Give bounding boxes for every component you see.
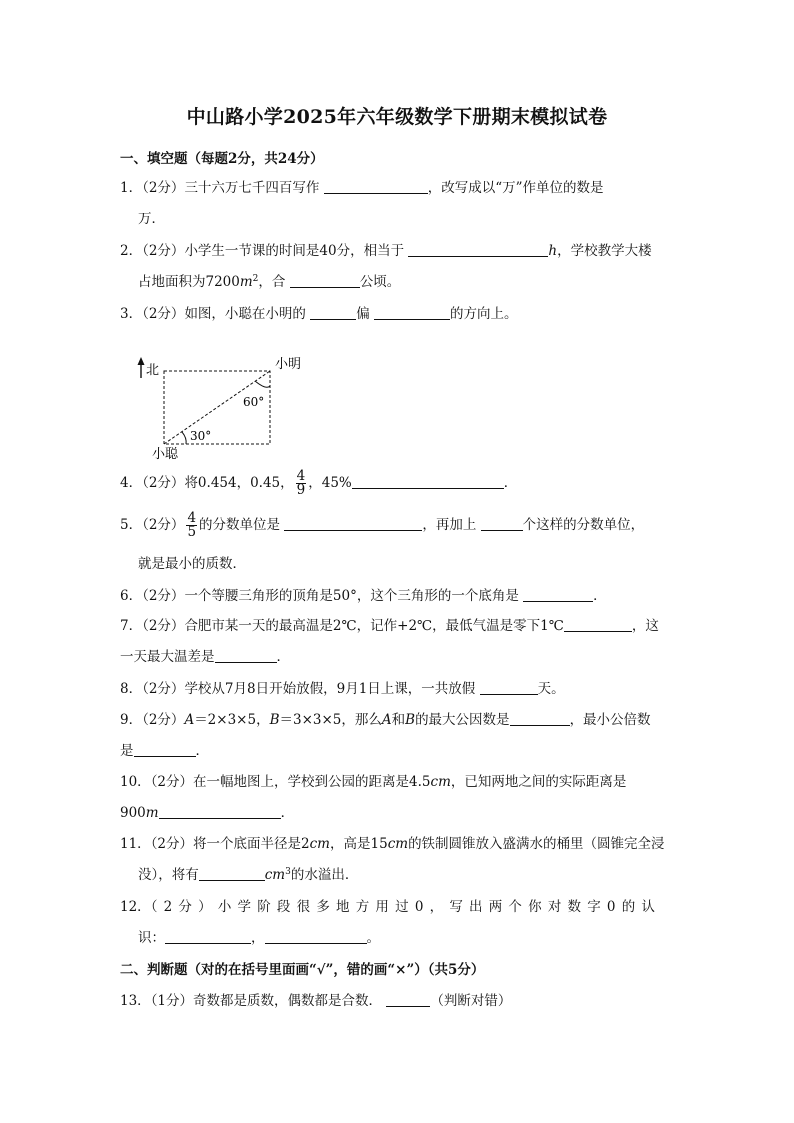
- question-text: 的分数单位是: [199, 517, 281, 533]
- answer-blank[interactable]: [265, 929, 367, 944]
- question-score: （2分）: [150, 774, 194, 790]
- question-text: ，这: [631, 618, 659, 634]
- question-number: 8．: [120, 681, 143, 697]
- question-1-continued: 万．: [138, 211, 165, 227]
- question-score: （2分）: [142, 306, 185, 322]
- question-text: ，已知两地之间的实际距离是: [450, 774, 627, 790]
- question-8: [120, 677, 565, 697]
- question-text: 的方向上。: [450, 306, 518, 322]
- question-score: （2分）: [150, 899, 218, 915]
- question-text: ，高是15: [330, 836, 388, 852]
- unit-label: cm: [309, 836, 330, 852]
- question-text: ，最小公倍数: [569, 712, 651, 728]
- question-text: ．: [195, 743, 209, 759]
- page-title: 中山路小学2025年六年级数学下册期末模拟试卷: [186, 106, 608, 128]
- answer-blank[interactable]: [159, 804, 281, 819]
- question-text: 将一个底面半径是2: [193, 836, 310, 852]
- fraction-numerator: 4: [187, 510, 197, 526]
- xiaoming-label: 小明: [275, 357, 302, 372]
- question-number: 13．: [120, 993, 151, 1009]
- question-text: ．: [503, 475, 518, 491]
- question-score: （2分）: [142, 618, 185, 634]
- question-text: 是: [120, 743, 134, 759]
- unit-label: m: [239, 274, 253, 290]
- question-text: 的铁制圆锥放入盛满水的桶里（圆锥完全浸: [408, 836, 665, 852]
- question-number: 12．: [120, 899, 151, 915]
- question-2-continued: [138, 270, 400, 290]
- fraction-numerator: 4: [296, 468, 306, 484]
- question-number: 9．: [120, 712, 143, 728]
- question-11: [120, 832, 665, 852]
- question-score: （2分）: [142, 243, 185, 259]
- question-10-continued: [120, 801, 294, 821]
- answer-blank[interactable]: [165, 929, 251, 944]
- question-12-continued: [138, 926, 380, 946]
- answer-blank[interactable]: [324, 179, 428, 194]
- question-text: 将0.454，0.45，: [184, 475, 294, 491]
- question-text: 900: [120, 805, 146, 821]
- answer-blank[interactable]: [215, 648, 277, 663]
- question-3: [120, 302, 518, 322]
- angle-arc-60: [255, 381, 270, 387]
- question-score: （2分）: [142, 588, 185, 604]
- answer-blank[interactable]: [481, 516, 523, 531]
- fraction-denominator: 5: [187, 524, 197, 540]
- question-score: （2分）: [142, 712, 185, 728]
- question-score: （2分）: [142, 180, 185, 196]
- question-text: ，学校教学大楼: [557, 243, 652, 259]
- question-score: （2分）: [142, 475, 185, 491]
- question-1: [120, 176, 604, 196]
- question-text: ＝3×3×5，那么: [279, 712, 382, 728]
- variable-a: A: [381, 712, 392, 728]
- angle-arc-30: [182, 432, 186, 444]
- question-6: [120, 584, 607, 604]
- fraction-denominator: 9: [296, 482, 306, 498]
- answer-blank[interactable]: [564, 617, 632, 632]
- variable-b: B: [269, 712, 280, 728]
- answer-blank[interactable]: [480, 680, 538, 695]
- question-text: ＝2×3×5，: [194, 712, 270, 728]
- unit-label: h: [548, 243, 558, 259]
- unit-label: m: [145, 805, 159, 821]
- section-true-false-heading: 二、判断题（对的在括号里面画“√”，错的画“×”）（共5分）: [120, 962, 485, 978]
- answer-blank[interactable]: [284, 516, 422, 531]
- question-text: 奇数都是质数，偶数都是合数．: [193, 993, 383, 1009]
- fraction: [186, 512, 197, 539]
- answer-blank[interactable]: [374, 305, 450, 320]
- question-text: 偏: [356, 306, 370, 322]
- question-9: [120, 708, 651, 728]
- variable-a: A: [184, 712, 195, 728]
- question-text: ，: [251, 930, 265, 946]
- question-text: 没），将有: [138, 867, 199, 883]
- question-text: ，改写成以“万”作单位的数是: [427, 180, 604, 196]
- question-text: 。: [366, 930, 380, 946]
- question-text: 一个等腰三角形的顶角是50°，这个三角形的一个底角是: [184, 588, 519, 604]
- question-number: 1．: [120, 180, 143, 196]
- question-text: 天。: [537, 681, 565, 697]
- question-text: ．: [276, 649, 290, 665]
- question-text: 公顷。: [359, 274, 401, 290]
- question-number: 7．: [120, 618, 143, 634]
- question-11-continued: [138, 863, 358, 883]
- superscript: 2: [252, 274, 259, 284]
- question-number: 6．: [120, 588, 143, 604]
- question-text: ，合: [258, 274, 286, 290]
- question-text: ，再加上: [422, 517, 477, 533]
- question-number: 3．: [120, 306, 143, 322]
- question-2: [120, 239, 652, 259]
- question-score: （2分）: [142, 681, 185, 697]
- answer-blank[interactable]: [523, 587, 593, 602]
- question-text: 的水溢出．: [290, 867, 359, 883]
- question-score: （2分）: [150, 836, 194, 852]
- answer-blank[interactable]: [510, 711, 570, 726]
- question-text: 在一幅地图上，学校到公园的距离是4.5: [193, 774, 431, 790]
- unit-label: cm: [387, 836, 409, 852]
- question-7: [120, 614, 659, 634]
- question-text: 识：: [138, 930, 165, 946]
- angle-60-label: 60°: [243, 395, 265, 409]
- question-text: （判断对错）: [430, 993, 512, 1009]
- question-text: 的最大公因数是: [415, 712, 510, 728]
- answer-blank[interactable]: [352, 474, 504, 489]
- question-text: 合肥市某一天的最高温是2℃，记作+2℃，最低气温是零下1℃: [184, 618, 564, 634]
- question-text: 小学生一节课的时间是40分，相当于: [184, 243, 405, 259]
- question-5: [120, 512, 644, 539]
- question-13: [120, 989, 511, 1009]
- answer-blank[interactable]: [310, 305, 356, 320]
- question-number: 4．: [120, 475, 143, 491]
- direction-figure: [130, 350, 320, 465]
- answer-blank[interactable]: [386, 992, 430, 1007]
- section-fill-blank-heading: 一、填空题（每题2分，共24分）: [120, 151, 324, 167]
- question-text: ．: [593, 588, 607, 604]
- question-text: ，45%: [308, 475, 352, 491]
- question-text: 三十六万七千四百写作: [184, 180, 320, 196]
- question-7-continued: [120, 645, 290, 665]
- question-number: 5．: [120, 517, 143, 533]
- question-text: 学校从7月8日开始放假，9月1日上课，一共放假: [184, 681, 476, 697]
- xiaocong-label: 小聪: [152, 447, 179, 462]
- question-text: 一天最大温差是: [120, 649, 215, 665]
- question-text: ．: [280, 805, 295, 821]
- question-4: [120, 470, 517, 497]
- question-text: 小学阶段很多地方用过0，写出两个你对数字0的认: [217, 899, 662, 915]
- north-arrow-icon: [138, 357, 145, 365]
- question-number: 10．: [120, 774, 151, 790]
- question-number: 11．: [120, 836, 151, 852]
- question-text: 占地面积为7200: [138, 274, 240, 290]
- north-label: 北: [146, 363, 160, 378]
- question-text: 和: [391, 712, 406, 728]
- unit-label: cm: [264, 867, 286, 883]
- question-5-continued: 就是最小的质数．: [138, 556, 246, 572]
- answer-blank[interactable]: [134, 742, 196, 757]
- answer-blank[interactable]: [408, 242, 548, 257]
- answer-blank[interactable]: [199, 866, 265, 881]
- question-score: （1分）: [150, 993, 194, 1009]
- question-9-continued: [120, 739, 209, 759]
- answer-blank[interactable]: [290, 273, 360, 288]
- question-text: 如图，小聪在小明的: [184, 306, 306, 322]
- question-score: （2分）: [142, 517, 185, 533]
- question-number: 2．: [120, 243, 143, 259]
- angle-30-label: 30°: [190, 429, 212, 443]
- question-12: [120, 895, 661, 915]
- variable-b: B: [405, 712, 416, 728]
- unit-label: cm: [430, 774, 451, 790]
- question-text: 个这样的分数单位，: [522, 517, 645, 533]
- question-10: [120, 770, 626, 790]
- fraction: [296, 470, 307, 497]
- superscript: 3: [285, 867, 291, 877]
